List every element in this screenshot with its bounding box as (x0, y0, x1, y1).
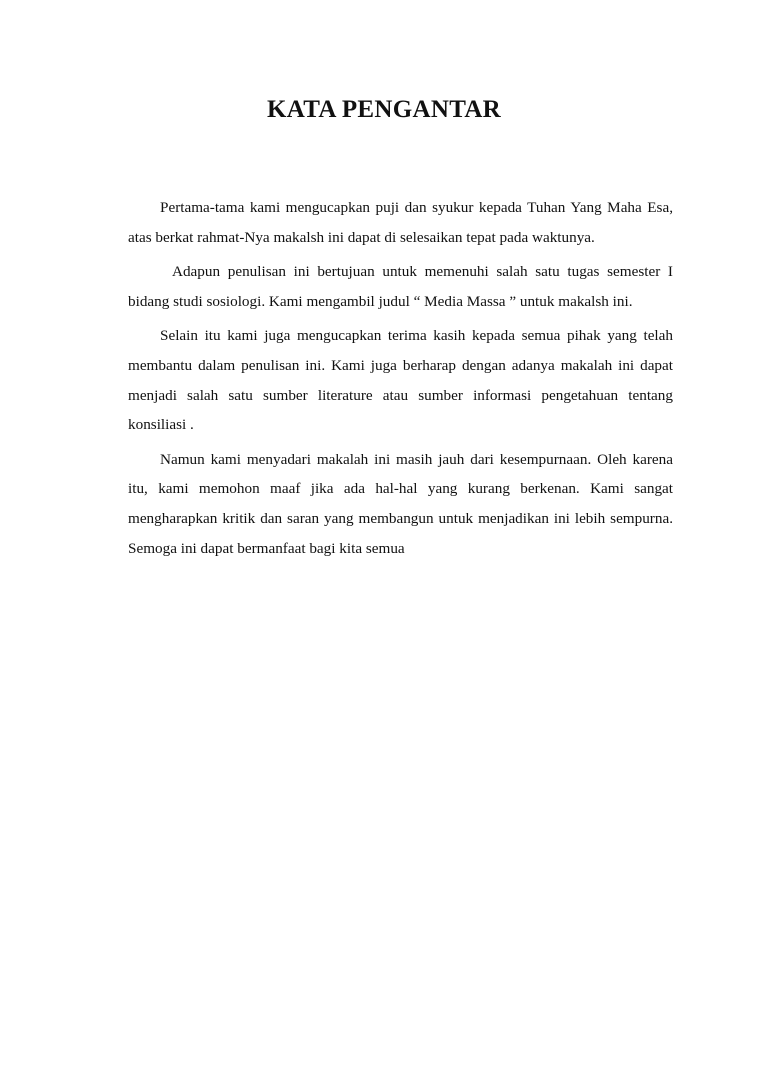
paragraph-thanks: Selain itu kami juga mengucapkan terima kasih kepada semua pihak yang telah membantu dalam penulisan ini. Kami juga berharap dengan adanya makalah ini dapat menjadi salah satu sumber literature atau sumber informasi pengetahuan tentang konsiliasi . (128, 327, 673, 434)
document-body (128, 193, 673, 568)
paragraph-purpose: Adapun penulisan ini bertujuan untuk memenuhi salah satu tugas semester I bidang studi sosiologi. Kami mengambil judul “ Media Massa ” untuk makalsh ini. (128, 263, 673, 310)
paragraph-opening: Pertama-tama kami mengucapkan puji dan syukur kepada Tuhan Yang Maha Esa, atas berkat rahmat-Nya makalsh ini dapat di selesaikan tepat pada waktunya. (128, 199, 673, 246)
document-title: KATA PENGANTAR (266, 96, 502, 123)
paragraph-closing: Namun kami menyadari makalah ini masih jauh dari kesempurnaan. Oleh karena itu, kami memohon maaf jika ada hal-hal yang kurang berkenan. Kami sangat mengharapkan kritik dan saran yang membangun untuk menjadikan ini lebih sempurna. Semoga ini dapat bermanfaat bagi kita semua (128, 450, 673, 557)
